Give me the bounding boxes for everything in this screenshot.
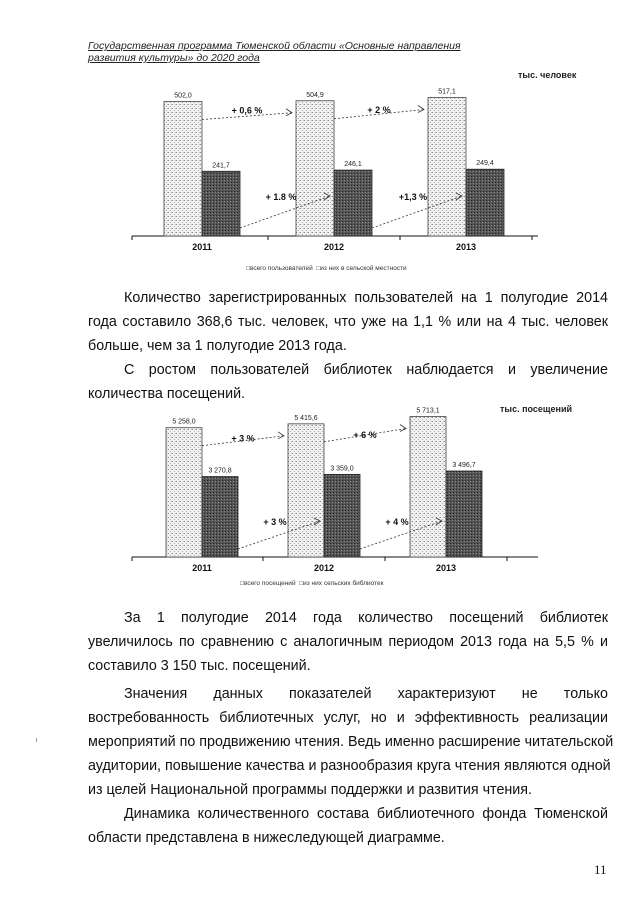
bar-rural-2011 <box>202 171 240 236</box>
data-label-rural-2013: 3 496,7 <box>452 462 476 470</box>
paragraph-line: востребованность библиотечных услуг, но и эффективность реализации <box>88 710 608 726</box>
x-tick-label-2013: 2013 <box>455 242 477 252</box>
arrow-head <box>286 109 292 116</box>
paragraph-line: больше, чем за 1 полугодие 2013 года. <box>88 338 347 354</box>
header-line-2: развития культуры» до 2020 года <box>88 52 260 64</box>
data-label-total-2012: 504,9 <box>306 91 324 99</box>
paragraph-line: За 1 полугодие 2014 года количество посещений библиотек <box>124 610 608 626</box>
bar-total-2011 <box>166 428 202 557</box>
chart2-unit-label: тыс. посещений <box>500 404 573 414</box>
legend-swatch-total: □ <box>240 580 244 587</box>
paragraph-1 <box>88 286 608 358</box>
data-label-rural-2012: 246,1 <box>344 161 362 169</box>
legend-swatch-rural: □ <box>316 265 321 272</box>
page-number: 11 <box>594 862 607 877</box>
x-tick-label-2012: 2012 <box>323 242 345 252</box>
data-label-total-2013: 517,1 <box>438 88 456 96</box>
growth-label-total: + 6 % <box>353 429 377 440</box>
growth-label-rural: + 3 % <box>263 517 287 527</box>
header-line-1: Государственная программа Тюменской области «Основные направления <box>88 40 461 52</box>
bar-rural-2013 <box>446 471 482 557</box>
data-label-rural-2012: 3 359,0 <box>330 465 354 473</box>
growth-label-rural: + 1.8 % <box>265 192 297 202</box>
x-tick-label-2012: 2012 <box>313 563 335 573</box>
growth-label-total: + 3 % <box>231 433 255 444</box>
paragraph-line: С ростом пользователей библиотек наблюдается и увеличение <box>124 362 608 378</box>
visits-bar-chart <box>120 405 550 580</box>
users-bar-chart <box>120 80 550 280</box>
growth-label-total: + 0,6 % <box>231 105 263 116</box>
legend-swatch-rural: □ <box>299 580 304 587</box>
x-tick-label-2011: 2011 <box>192 242 212 252</box>
data-label-total-2011: 502,0 <box>174 92 192 100</box>
scan-mark <box>36 738 37 742</box>
bar-rural-2013 <box>466 169 504 236</box>
data-label-total-2012: 5 415,6 <box>294 414 318 422</box>
growth-label-rural: +1,3 % <box>398 192 428 202</box>
bar-rural-2012 <box>334 170 372 236</box>
data-label-total-2011: 5 258,0 <box>172 418 196 426</box>
data-label-rural-2011: 241,7 <box>212 162 230 170</box>
chart1-legend <box>246 265 407 272</box>
paragraph-line: года составило 368,6 тыс. человек, что уже на 1,1 % или на 4 тыс. человек <box>88 314 608 330</box>
paragraph-5 <box>88 802 608 850</box>
chart1-unit-label: тыс. человек <box>518 70 577 80</box>
paragraph-line: составило 3 150 тыс. посещений. <box>88 658 311 674</box>
legend-swatch-total: □ <box>246 265 250 272</box>
paragraph-line: Значения данных показателей характеризуют не только <box>124 686 608 702</box>
paragraph-line: увеличилось по сравнению с аналогичным периодом 2013 года на 5,5 % и <box>88 634 608 650</box>
paragraph-2 <box>88 358 608 406</box>
data-label-total-2013: 5 713,1 <box>416 407 440 415</box>
bar-total-2013 <box>428 97 466 236</box>
running-header <box>88 40 461 64</box>
data-label-rural-2011: 3 270,8 <box>208 467 232 475</box>
data-label-rural-2013: 249,4 <box>476 160 494 168</box>
bar-total-2012 <box>288 424 324 557</box>
chart2-legend <box>240 580 384 587</box>
bar-rural-2012 <box>324 474 360 557</box>
paragraph-line: области представлена в нижеследующей диаграмме. <box>88 830 445 846</box>
legend-label-rural: из них в сельской местности <box>320 265 407 272</box>
bar-total-2012 <box>296 101 334 236</box>
legend-label-total: всего пользователей <box>249 265 313 272</box>
paragraph-line: мероприятий по продвижению чтения. Ведь именно расширение читательской <box>88 734 614 750</box>
growth-label-rural: + 4 % <box>385 517 409 527</box>
arrow-head <box>278 432 284 439</box>
bar-total-2011 <box>164 102 202 236</box>
x-tick-label-2013: 2013 <box>435 563 457 573</box>
legend-label-total: всего посещений <box>243 580 296 587</box>
paragraph-line: аудитории, повышение качества и разнообразия круга чтения являются одной <box>88 758 611 774</box>
bar-total-2013 <box>410 417 446 557</box>
paragraph-4 <box>88 682 614 802</box>
bar-rural-2011 <box>202 477 238 557</box>
arrow-head <box>418 105 424 112</box>
paragraph-line: количества посещений. <box>88 386 246 402</box>
arrow-head <box>400 425 406 432</box>
paragraph-line: из целей Национальной программы поддержки и развития чтения. <box>88 782 532 798</box>
legend-label-rural: из них сельских библиотек <box>303 580 384 587</box>
growth-label-total: + 2 % <box>367 104 391 115</box>
paragraph-line: Динамика количественного состава библиотечного фонда Тюменской <box>124 806 608 822</box>
x-tick-label-2011: 2011 <box>192 563 212 573</box>
paragraph-line: Количество зарегистрированных пользователей на 1 полугодие 2014 <box>124 290 608 306</box>
paragraph-3 <box>88 606 608 678</box>
